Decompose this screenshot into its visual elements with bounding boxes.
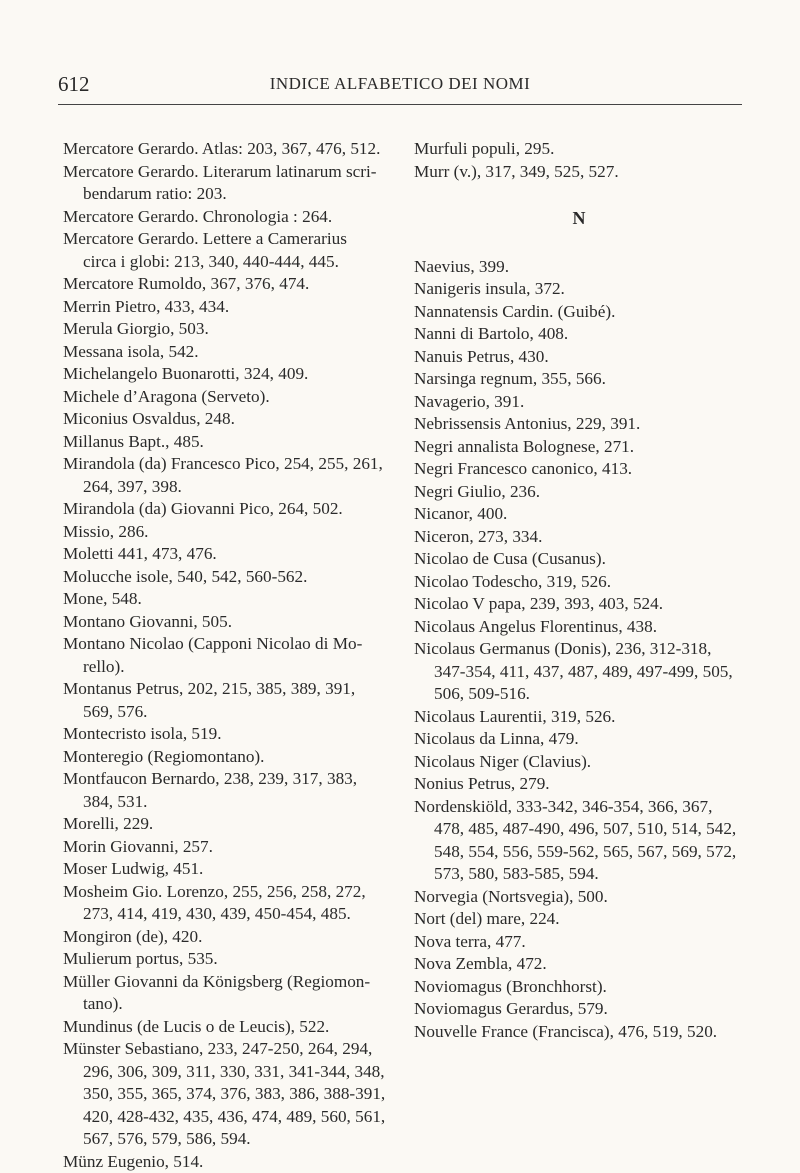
index-entry-continuation: bendarum ratio: 203. xyxy=(63,183,408,206)
index-entry-line: Millanus Bapt., 485. xyxy=(63,431,408,454)
index-entry-line: Münz Eugenio, 514. xyxy=(63,1151,408,1173)
index-entry xyxy=(63,138,408,161)
index-entry-line: Mercatore Gerardo. Chronologia : 264. xyxy=(63,206,408,229)
index-entry-line: Montano Giovanni, 505. xyxy=(63,611,408,634)
index-entry xyxy=(63,971,408,1016)
index-entry-continuation: rello). xyxy=(63,656,408,679)
index-entry xyxy=(63,363,408,386)
index-entry-line: Missio, 286. xyxy=(63,521,408,544)
index-entry xyxy=(63,588,408,611)
index-entry xyxy=(414,796,744,886)
page-number: 612 xyxy=(58,72,90,97)
index-entry xyxy=(414,413,744,436)
index-entry-line: Mosheim Gio. Lorenzo, 255, 256, 258, 272, xyxy=(63,881,408,904)
index-entry-line: Nicanor, 400. xyxy=(414,503,744,526)
index-entry xyxy=(414,706,744,729)
index-entry-continuation: 273, 414, 419, 430, 439, 450-454, 485. xyxy=(63,903,408,926)
index-entry-line: Mercatore Gerardo. Literarum latinarum scri- xyxy=(63,161,408,184)
index-entry-line: Negri annalista Bolognese, 271. xyxy=(414,436,744,459)
index-entry-line: Noviomagus Gerardus, 579. xyxy=(414,998,744,1021)
index-column-right xyxy=(414,138,744,1043)
index-entry-continuation: circa i globi: 213, 340, 440-444, 445. xyxy=(63,251,408,274)
index-entry xyxy=(414,526,744,549)
index-entry-line: Mundinus (de Lucis o de Leucis), 522. xyxy=(63,1016,408,1039)
index-entry xyxy=(63,813,408,836)
index-entry-line: Mirandola (da) Giovanni Pico, 264, 502. xyxy=(63,498,408,521)
index-entry xyxy=(63,746,408,769)
index-entry xyxy=(63,723,408,746)
index-entry-continuation: 347-354, 411, 437, 487, 489, 497-499, 505, xyxy=(414,661,744,684)
index-entry-line: Nicolaus Angelus Florentinus, 438. xyxy=(414,616,744,639)
index-entry xyxy=(63,498,408,521)
index-entry xyxy=(414,886,744,909)
index-entry xyxy=(63,206,408,229)
index-entry xyxy=(63,948,408,971)
index-entry-line: Nanigeris insula, 372. xyxy=(414,278,744,301)
index-entry-line: Nordenskiöld, 333-342, 346-354, 366, 367, xyxy=(414,796,744,819)
index-entry-line: Messana isola, 542. xyxy=(63,341,408,364)
index-entry xyxy=(63,1016,408,1039)
header-rule xyxy=(58,104,742,105)
index-entry-line: Molucche isole, 540, 542, 560-562. xyxy=(63,566,408,589)
index-entry-continuation: 573, 580, 583-585, 594. xyxy=(414,863,744,886)
index-entry xyxy=(414,931,744,954)
index-entry-line: Murr (v.), 317, 349, 525, 527. xyxy=(414,161,744,184)
index-entry-line: Müller Giovanni da Königsberg (Regiomon- xyxy=(63,971,408,994)
index-entry xyxy=(63,453,408,498)
index-entry xyxy=(63,296,408,319)
index-entry xyxy=(63,521,408,544)
index-entry xyxy=(63,431,408,454)
index-entry-line: Nort (del) mare, 224. xyxy=(414,908,744,931)
index-entry xyxy=(414,976,744,999)
running-title: INDICE ALFABETICO DEI NOMI xyxy=(58,74,742,94)
index-entry-line: Nicolao Todescho, 319, 526. xyxy=(414,571,744,594)
index-column-left xyxy=(63,138,408,1173)
section-letter: N xyxy=(414,207,744,230)
index-entry-line: Nanni di Bartolo, 408. xyxy=(414,323,744,346)
index-entries-n xyxy=(414,256,744,1044)
index-entry-line: Montanus Petrus, 202, 215, 385, 389, 391, xyxy=(63,678,408,701)
index-entry xyxy=(63,836,408,859)
index-entry-continuation: 264, 397, 398. xyxy=(63,476,408,499)
index-entry-line: Nova Zembla, 472. xyxy=(414,953,744,976)
index-entry-continuation: 478, 485, 487-490, 496, 507, 510, 514, 542, xyxy=(414,818,744,841)
index-entry xyxy=(414,751,744,774)
index-entry-line: Navagerio, 391. xyxy=(414,391,744,414)
index-entry xyxy=(63,408,408,431)
index-entry xyxy=(414,638,744,706)
index-entry-line: Mirandola (da) Francesco Pico, 254, 255, 261, xyxy=(63,453,408,476)
index-entry xyxy=(63,228,408,273)
index-entry xyxy=(414,391,744,414)
index-entry-line: Mercatore Gerardo. Lettere a Camerarius xyxy=(63,228,408,251)
index-entry-line: Mercatore Gerardo. Atlas: 203, 367, 476, 512. xyxy=(63,138,408,161)
index-entry xyxy=(414,908,744,931)
index-entry-line: Miconius Osvaldus, 248. xyxy=(63,408,408,431)
index-entry-line: Merula Giorgio, 503. xyxy=(63,318,408,341)
index-entry-line: Monteregio (Regiomontano). xyxy=(63,746,408,769)
index-entry xyxy=(414,571,744,594)
index-entry-line: Noviomagus (Bronchhorst). xyxy=(414,976,744,999)
index-entry-line: Nannatensis Cardin. (Guibé). xyxy=(414,301,744,324)
index-entry-line: Nicolao V papa, 239, 393, 403, 524. xyxy=(414,593,744,616)
index-entry-line: Moletti 441, 473, 476. xyxy=(63,543,408,566)
index-entry xyxy=(414,593,744,616)
index-entry-line: Mulierum portus, 535. xyxy=(63,948,408,971)
index-entry-line: Narsinga regnum, 355, 566. xyxy=(414,368,744,391)
index-entry-continuation: 506, 509-516. xyxy=(414,683,744,706)
page-header xyxy=(58,72,742,112)
index-entry-line: Naevius, 399. xyxy=(414,256,744,279)
index-entry-line: Mone, 548. xyxy=(63,588,408,611)
index-entry-line: Nouvelle France (Francisca), 476, 519, 520. xyxy=(414,1021,744,1044)
index-entry-line: Montfaucon Bernardo, 238, 239, 317, 383, xyxy=(63,768,408,791)
index-entry xyxy=(414,998,744,1021)
index-entry-continuation: tano). xyxy=(63,993,408,1016)
index-entry-continuation: 569, 576. xyxy=(63,701,408,724)
index-entry-continuation: 296, 306, 309, 311, 330, 331, 341-344, 348, xyxy=(63,1061,408,1084)
index-entry-line: Michelangelo Buonarotti, 324, 409. xyxy=(63,363,408,386)
index-entry xyxy=(414,278,744,301)
index-entry-line: Nebrissensis Antonius, 229, 391. xyxy=(414,413,744,436)
index-entry-line: Negri Francesco canonico, 413. xyxy=(414,458,744,481)
index-entry-line: Nova terra, 477. xyxy=(414,931,744,954)
index-entry xyxy=(63,341,408,364)
index-entry xyxy=(414,548,744,571)
index-entry-line: Montecristo isola, 519. xyxy=(63,723,408,746)
index-entries-m-continued xyxy=(414,138,744,183)
index-entry xyxy=(414,161,744,184)
index-entry xyxy=(63,161,408,206)
index-entry xyxy=(63,1038,408,1151)
index-entry-line: Morin Giovanni, 257. xyxy=(63,836,408,859)
index-entry xyxy=(414,728,744,751)
index-entry xyxy=(63,881,408,926)
index-entry-line: Nicolaus Germanus (Donis), 236, 312-318, xyxy=(414,638,744,661)
index-entry-line: Münster Sebastiano, 233, 247-250, 264, 294, xyxy=(63,1038,408,1061)
index-entry xyxy=(63,386,408,409)
index-entry xyxy=(63,566,408,589)
index-entry xyxy=(414,138,744,161)
index-entry xyxy=(414,256,744,279)
index-entry xyxy=(414,616,744,639)
index-entry xyxy=(414,368,744,391)
index-entry xyxy=(414,953,744,976)
index-entry xyxy=(63,543,408,566)
index-entry-continuation: 548, 554, 556, 559-562, 565, 567, 569, 572, xyxy=(414,841,744,864)
index-entry xyxy=(63,318,408,341)
index-entry-line: Montano Nicolao (Capponi Nicolao di Mo- xyxy=(63,633,408,656)
index-entry xyxy=(414,346,744,369)
index-entry xyxy=(414,323,744,346)
index-entry xyxy=(63,611,408,634)
index-entry xyxy=(414,773,744,796)
index-entry-line: Nonius Petrus, 279. xyxy=(414,773,744,796)
index-entry-line: Nanuis Petrus, 430. xyxy=(414,346,744,369)
index-entry-line: Nicolao de Cusa (Cusanus). xyxy=(414,548,744,571)
index-entry-line: Murfuli populi, 295. xyxy=(414,138,744,161)
index-entry-line: Merrin Pietro, 433, 434. xyxy=(63,296,408,319)
index-entry-line: Mercatore Rumoldo, 367, 376, 474. xyxy=(63,273,408,296)
index-entry-line: Nicolaus Laurentii, 319, 526. xyxy=(414,706,744,729)
index-entry-line: Moser Ludwig, 451. xyxy=(63,858,408,881)
index-entry-line: Negri Giulio, 236. xyxy=(414,481,744,504)
index-entry xyxy=(63,926,408,949)
index-entry-continuation: 384, 531. xyxy=(63,791,408,814)
index-entry xyxy=(63,273,408,296)
index-entry xyxy=(63,678,408,723)
index-entry-line: Michele d’Aragona (Serveto). xyxy=(63,386,408,409)
index-entry xyxy=(414,481,744,504)
index-entry xyxy=(414,503,744,526)
index-entry xyxy=(414,1021,744,1044)
index-entry xyxy=(414,301,744,324)
index-entry xyxy=(63,858,408,881)
index-entry-line: Nicolaus Niger (Clavius). xyxy=(414,751,744,774)
index-entry xyxy=(63,633,408,678)
index-entry-line: Niceron, 273, 334. xyxy=(414,526,744,549)
index-entry-continuation: 420, 428-432, 435, 436, 474, 489, 560, 561, xyxy=(63,1106,408,1129)
index-entry-line: Mongiron (de), 420. xyxy=(63,926,408,949)
index-entry-line: Norvegia (Nortsvegia), 500. xyxy=(414,886,744,909)
index-entry xyxy=(414,436,744,459)
index-entry xyxy=(414,458,744,481)
index-entry-continuation: 350, 355, 365, 374, 376, 383, 386, 388-391, xyxy=(63,1083,408,1106)
index-entry-line: Morelli, 229. xyxy=(63,813,408,836)
index-entry-continuation: 567, 576, 579, 586, 594. xyxy=(63,1128,408,1151)
index-entry-line: Nicolaus da Linna, 479. xyxy=(414,728,744,751)
index-entry xyxy=(63,768,408,813)
